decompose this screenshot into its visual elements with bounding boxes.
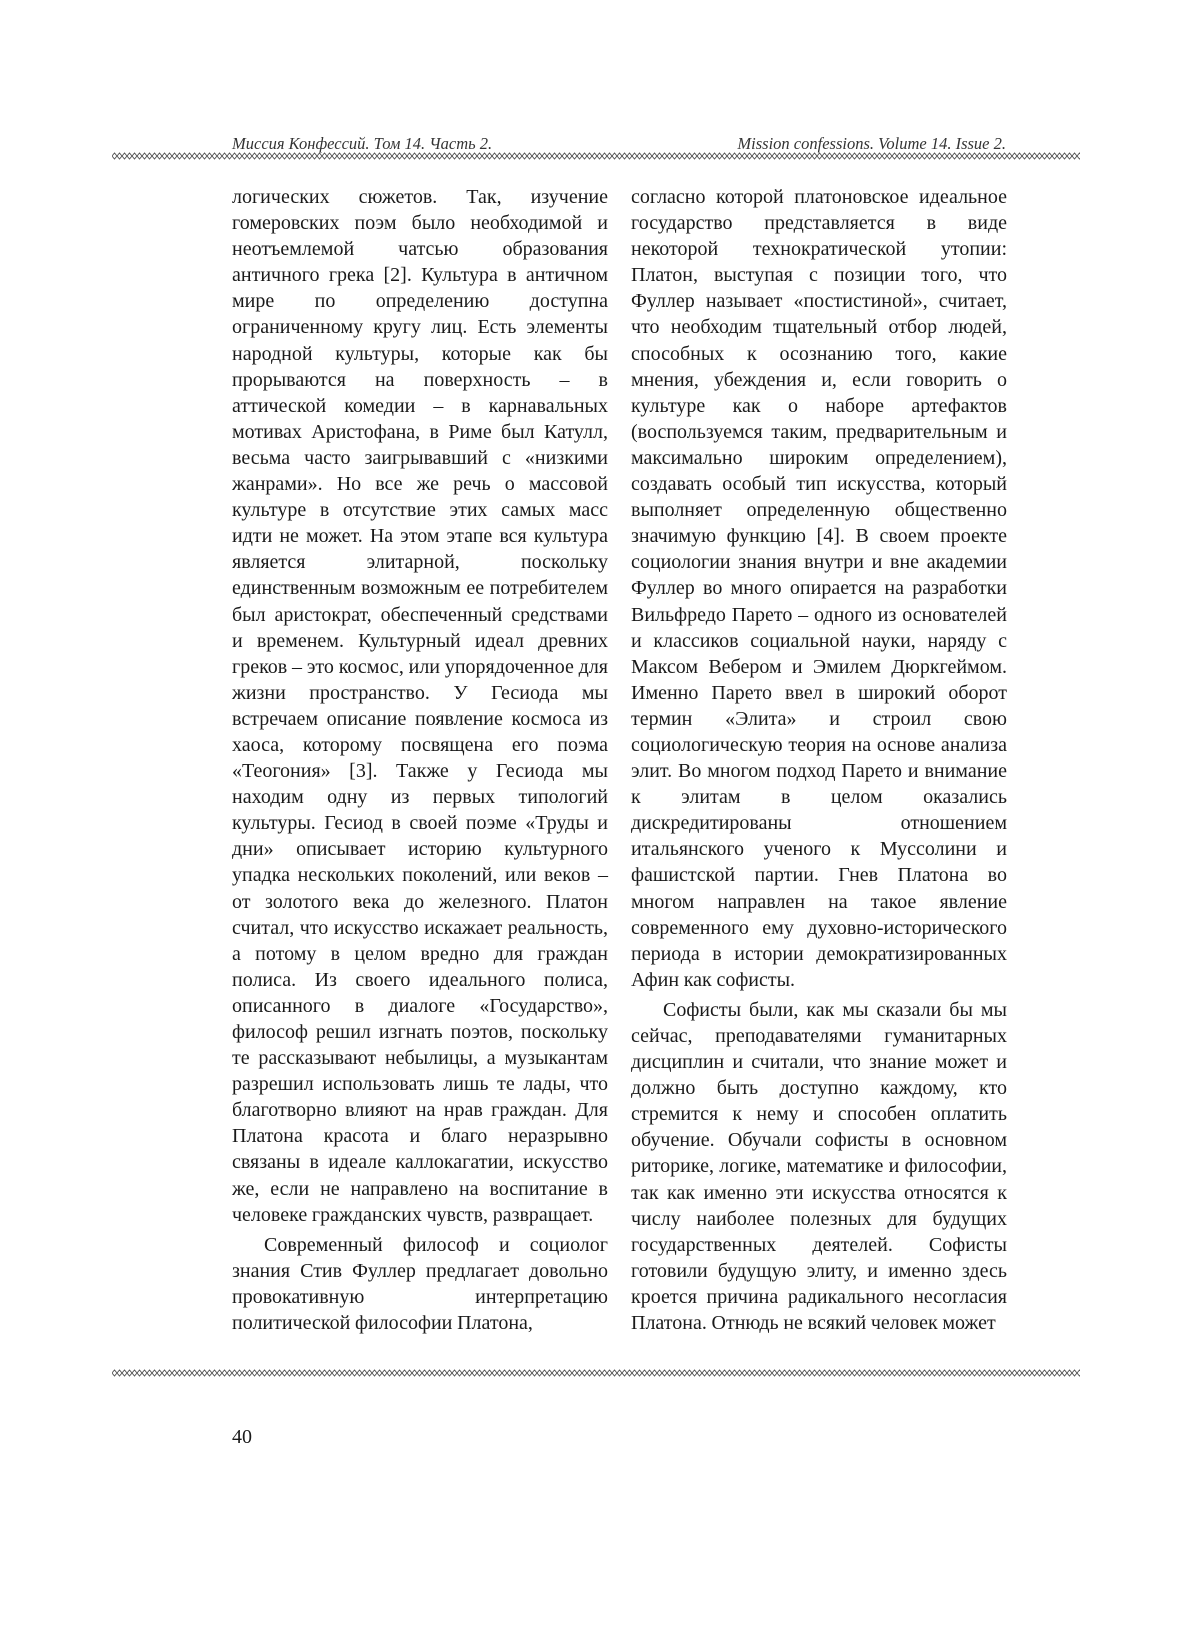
- top-ornament-rule: [112, 152, 1080, 160]
- journal-title-en: Mission confessions. Volume 14. Issue 2.: [737, 134, 1006, 153]
- bottom-ornament-svg: [112, 1369, 1080, 1377]
- top-ornament-svg: [112, 152, 1080, 160]
- left-paragraph-2: Современный философ и социолог знания Стив Фуллер предлагает довольно провокативную интерпретацию политической философии Платона,: [232, 1233, 608, 1335]
- ornament-zigzag-lower: [112, 1373, 1080, 1376]
- ornament-zigzag-lower: [112, 156, 1080, 159]
- left-column: [232, 184, 608, 1336]
- journal-title-ru: Миссия Конфессий. Том 14. Часть 2.: [232, 134, 493, 153]
- right-paragraph-2: Софисты были, как мы сказали бы мы сейчас, преподавателями гуманитарных дисциплин и считали, что знание может и должно быть доступно каждому, кто стремится к нему и способен оплатить обучение. Обучали софисты в основном риторике, логике, математике и философии, так как именно эти искусства относятся к числу наиболее полезных для будущих государственных деятелей. Софисты готовили будущую элиту, и именно здесь кроется причина радикального несогласия Платона. Отнюдь не всякий человек может: [631, 998, 1007, 1335]
- page-number: 40: [232, 1426, 252, 1448]
- right-column: [631, 184, 1007, 1336]
- left-paragraph-1: логических сюжетов. Так, изучение гомеровских поэм было необходимой и неотъемлемой чатсью образования античного грека [2]. Культура в античном мире по определению доступна ограниченному кругу лиц. Есть элементы народной культуры, которые как бы прорываются на поверхность – в аттической комедии – в карнавальных мотивах Аристофана, в Риме был Катулл, весьма часто заигрывавший с «низкими жанрами». Но все же речь о массовой культуре в отсутствие этих самых масс идти не может. На этом этапе вся культура является элитарной, поскольку единственным возможным ее потребителем был аристократ, обеспеченный средствами и временем. Культурный идеал древних греков – это космос, или упорядоченное для жизни пространство. У Гесиода мы встречаем описание появление космоса из хаоса, которому посвящена его поэма «Теогония» [3]. Также у Гесиода мы находим одну из первых типологий культуры. Гесиод в своей поэме «Труды и дни» описывает историю культурного упадка нескольких поколений, или веков – от золотого века до железного. Платон считал, что искусство искажает реальность, а потому в целом вредно для граждан полиса. Из своего идеального полиса, описанного в диалоге «Государство», философ решил изгнать поэтов, поскольку те рассказывают небылицы, а музыкантам разрешил использовать лишь те лады, что благотворно влияют на нрав граждан. Для Платона красота и благо неразрывно связаны в идеале каллокагатии, искусство же, если не направлено на воспитание в человеке гражданских чувств, развращает.: [232, 186, 608, 1226]
- bottom-ornament-rule: [112, 1369, 1080, 1377]
- right-paragraph-1: согласно которой платоновское идеальное государство представляется в виде некоторой технократической утопии: Платон, выступая с позиции того, что Фуллер называет «постистиной», считает, что необходим тщательный отбор людей, способных к осознанию того, какие мнения, убеждения и, если говорить о культуре как о наборе артефактов (воспользуемся таким, предварительным и максимально широким определением), создавать особый тип искусства, который выполняет определенную общественно значимую функцию [4]. В своем проекте социологии знания внутри и вне академии Фуллер во много опирается на разработки Вильфредо Парето – одного из основателей и классиков социальной науки, наряду с Максом Вебером и Эмилем Дюркгеймом. Именно Парето ввел в широкий оборот термин «Элита» и строил свою социологическую теория на основе анализа элит. Во многом подход Парето и внимание к элитам в целом оказались дискредитированы отношением итальянского ученого к Муссолини и фашистской партии. Гнев Платона во многом направлен на такое явление современного ему духовно-исторического периода в истории демократизированных Афин как софисты.: [631, 186, 1007, 991]
